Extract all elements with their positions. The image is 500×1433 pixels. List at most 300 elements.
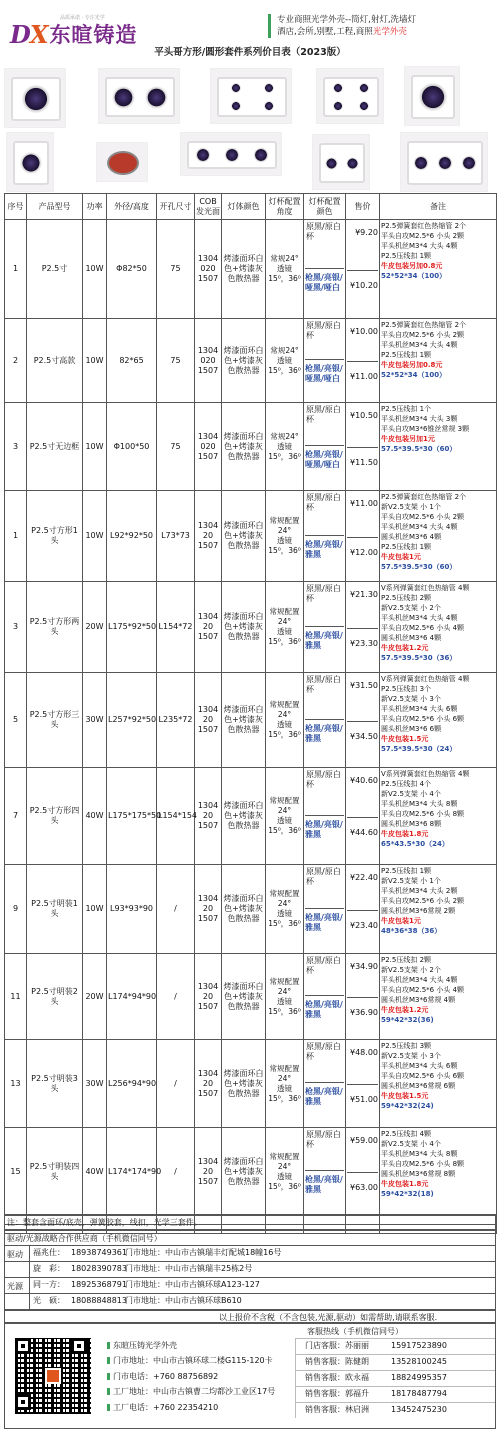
accessory-item: 圆头机丝M3*6常规 4颗 — [381, 996, 456, 1004]
lamp-hole — [143, 84, 170, 111]
divider — [5, 1293, 495, 1294]
supplier-address: 门市地址：中山市古镇瑞丰灯配城18幢16号 — [125, 1248, 282, 1257]
accessory-item: 平头机丝M3*4 大头 6颗 — [381, 1062, 458, 1070]
cup-color-standard: 原黑/原白杯 — [306, 321, 341, 340]
supplier-name: 同一方： — [33, 1280, 65, 1289]
cell-cutout: / — [157, 865, 195, 954]
cell-no: 15 — [5, 1128, 27, 1216]
cup-color-standard: 原黑/原白杯 — [306, 770, 341, 789]
cell-body-color: 烤漆面环白色+烤漆灰色散热器 — [222, 403, 266, 491]
qr-center-logo — [45, 1368, 61, 1384]
logo-name: 东暄铸造 — [49, 23, 138, 47]
cell-body-color: 烤漆面环白色+烤漆灰色散热器 — [222, 582, 266, 673]
cell-cob: 1304 20 1507 — [195, 673, 222, 768]
cell-cob: 1304 20 1507 — [195, 768, 222, 865]
lamp-body — [411, 75, 455, 119]
lamp-hole — [416, 80, 450, 114]
table-row — [5, 1040, 497, 1128]
cell-price — [346, 1128, 380, 1216]
cell-cob: 1304 20 1507 — [195, 865, 222, 954]
accessory-item: 新V2.5支架 小 1个 — [381, 877, 441, 885]
service-phone: 13528100245 — [391, 1357, 447, 1366]
column-header: 灯杯配置颜色 — [304, 194, 346, 220]
accessory-item: 圆头机丝M3*6常规 8颗 — [381, 1170, 456, 1178]
cell-cob: 1304 20 1507 — [195, 954, 222, 1040]
cell-cob: 1304 020 1507 — [195, 220, 222, 319]
cell-body-color: 烤漆面环白色+烤漆灰色散热器 — [222, 220, 266, 319]
cell-no: 2 — [5, 319, 27, 403]
accessory-item: 平头自攻M2.5*6 小头 8颗 — [381, 810, 465, 818]
cell-cob: 1304 020 1507 — [195, 403, 222, 491]
cup-color-standard: 原黑/原白杯 — [306, 1042, 341, 1061]
price-standard: ¥59.00 — [350, 1136, 378, 1145]
accessory-item: 平头自攻M2.5*6 小头 2颗 — [381, 513, 465, 521]
cell-cup-color — [304, 954, 346, 1040]
accessory-item: 新V2.5支架 小 4个 — [381, 790, 441, 798]
accessory-item: 新V2.5支架 小 2个 — [381, 604, 441, 612]
cell-angle: 常规配置 24° 透镜 15⁰，36⁰ — [266, 865, 304, 954]
divider — [5, 1261, 495, 1262]
service-phone: 18824995357 — [391, 1373, 447, 1382]
cell-model: P2.5寸明装四头 — [27, 1128, 83, 1216]
cup-color-standard: 原黑/原白杯 — [306, 493, 341, 512]
divider — [295, 1402, 495, 1403]
accessory-item: V系列弹簧套红色热缩管 4颗 — [381, 584, 470, 592]
cell-angle: 常规24° 透镜 15⁰，36⁰ — [266, 319, 304, 403]
cell-body-color: 烤漆面环白色+烤漆灰色散热器 — [222, 319, 266, 403]
cell-no: 11 — [5, 954, 27, 1040]
accessory-item: P2.5压线扣 1颗 — [381, 351, 432, 359]
cup-color-special: 枪黑/亮银/雅黑 — [305, 815, 344, 840]
accessory-item: 平头自攻M2.5*6 小头 2颗 — [381, 232, 465, 240]
price-standard: ¥31.50 — [350, 681, 378, 690]
table-row — [5, 319, 497, 403]
accessory-item: 圆头机丝M3*6常规 6颗 — [381, 1082, 456, 1090]
accessory-item: 新V2.5支架 小 2个 — [381, 966, 441, 974]
cell-size: L175*92*50 — [107, 582, 157, 673]
qr-finder — [15, 1394, 31, 1410]
accessory-item: 平头机丝M3*4 大头 4颗 — [381, 341, 458, 349]
table-header-row — [5, 194, 497, 220]
price-table — [4, 193, 497, 1234]
cell-cob: 1304 20 1507 — [195, 491, 222, 582]
column-header: 开孔尺寸 — [157, 194, 195, 220]
column-header: 产品型号 — [27, 194, 83, 220]
lamp-hole — [18, 150, 44, 176]
cell-power: 10W — [83, 319, 107, 403]
table-row — [5, 673, 497, 768]
lamp-body — [105, 77, 175, 117]
bullet-icon — [107, 1342, 110, 1349]
cell-no: 1 — [5, 220, 27, 319]
cup-color-standard: 原黑/原白杯 — [306, 675, 341, 694]
cup-color-special: 枪黑/亮银/雅黑 — [305, 719, 344, 744]
cell-body-color: 烤漆面环白色+烤漆灰色散热器 — [222, 865, 266, 954]
divider — [5, 1277, 495, 1278]
price-special: ¥36.90 — [347, 997, 378, 1018]
cell-cutout: 75 — [157, 403, 195, 491]
cell-power: 30W — [83, 1040, 107, 1128]
suppliers-title: 驱动/光源战略合作供应商（手机微信同号） — [7, 1234, 162, 1243]
lamp-body — [217, 77, 287, 117]
cell-model: P2.5寸方形两头 — [27, 582, 83, 673]
price-special: ¥23.40 — [347, 910, 378, 931]
product-photo — [400, 132, 488, 192]
accessory-item: 新V2.5支架 小 4个 — [381, 1140, 441, 1148]
table-row — [5, 1128, 497, 1216]
lamp-hole — [332, 100, 344, 112]
cup-color-standard: 原黑/原白杯 — [306, 956, 341, 975]
cell-size: L92*92*50 — [107, 491, 157, 582]
cell-cob: 1304 20 1507 — [195, 1040, 222, 1128]
carton-size: 57.5*39.5*30（36） — [381, 654, 457, 662]
carton-size: 59*42*32(18) — [381, 1190, 434, 1198]
price-special: ¥23.30 — [347, 628, 378, 649]
cup-color-standard: 原黑/原白杯 — [306, 867, 341, 886]
accessory-item: P2.5压线扣 2颗 — [381, 594, 432, 602]
cell-no: 13 — [5, 1040, 27, 1128]
lamp-hole — [324, 156, 339, 171]
company-info: 门市电话：+760 88756892 — [113, 1372, 219, 1381]
cell-body-color: 烤漆面环白色+烤漆灰色散热器 — [222, 954, 266, 1040]
accessory-item: 圆头机丝M3*6 4颗 — [381, 533, 442, 541]
product-photo — [312, 134, 370, 190]
table-row — [5, 865, 497, 954]
lamp-hole — [263, 82, 275, 94]
column-header: 外径/高度 — [107, 194, 157, 220]
cell-model: P2.5寸明装1头 — [27, 865, 83, 954]
divider — [295, 1386, 495, 1387]
cell-angle: 常规配置 24° 透镜 15⁰，36⁰ — [266, 768, 304, 865]
lamp-body — [323, 77, 379, 117]
accessory-item: 新V2.5支架 小 1个 — [381, 503, 441, 511]
accessory-item: 平头机丝M3*4 大头 6颗 — [381, 705, 458, 713]
cell-power: 20W — [83, 582, 107, 673]
cell-cutout: L154*72 — [157, 582, 195, 673]
cell-no: 9 — [5, 865, 27, 954]
cup-color-standard: 原黑/原白杯 — [306, 1130, 341, 1149]
cell-no: 3 — [5, 403, 27, 491]
contact-block — [4, 1323, 496, 1429]
accessory-item: P2.5压线扣 3颗 — [381, 1042, 432, 1050]
packaging-extra: 牛皮包装1.5元 — [381, 1092, 429, 1100]
cell-price — [346, 1040, 380, 1128]
cell-model: P2.5寸无边框 — [27, 403, 83, 491]
service-title: 客服热线（手机微信同号） — [307, 1327, 403, 1336]
lamp-hole — [263, 100, 275, 112]
column-header: 售价 — [346, 194, 380, 220]
lamp-hole — [252, 146, 270, 164]
cup-color-special: 枪黑/亮银/雅黑 — [305, 995, 344, 1020]
cell-notes — [380, 403, 497, 491]
packaging-extra: 牛皮包装1.2元 — [381, 644, 429, 652]
cell-notes — [380, 220, 497, 319]
lamp-body — [319, 143, 365, 183]
slogan — [268, 14, 494, 38]
cell-price — [346, 673, 380, 768]
column-header: 功率 — [83, 194, 107, 220]
table-row — [5, 768, 497, 865]
product-photo — [6, 132, 54, 192]
supplier-name: 旋 彩： — [33, 1264, 65, 1273]
cup-color-special: 枪黑/亮银/雅黑 — [305, 908, 344, 933]
cell-price — [346, 768, 380, 865]
product-photo — [180, 132, 282, 176]
cell-size: L174*94*90 — [107, 954, 157, 1040]
accessory-item: P2.5压线扣 3个 — [381, 685, 432, 693]
packaging-extra: 牛皮包装另加1元 — [381, 435, 435, 443]
disclaimer-text: 以上报价不含税（不含包装,光源,驱动）如需帮助,请联系客服. — [219, 1313, 438, 1322]
cell-body-color: 烤漆面环白色+烤漆灰色散热器 — [222, 1128, 266, 1216]
table-row — [5, 954, 497, 1040]
cell-price — [346, 220, 380, 319]
disclaimer-row — [4, 1310, 496, 1323]
cell-angle: 常规配置 24° 透镜 15⁰，36⁰ — [266, 954, 304, 1040]
accessory-item: 平头机丝M3*4 大头 8颗 — [381, 1150, 458, 1158]
cell-notes — [380, 954, 497, 1040]
supplier-address: 门市地址：中山市古镇瑞丰25栋2号 — [125, 1264, 253, 1273]
accessory-item: 平头自攻M2.5*6 小头 6颗 — [381, 715, 465, 723]
column-header: 灯杯配置角度 — [266, 194, 304, 220]
table-row — [5, 403, 497, 491]
column-header: COB发光面 — [195, 194, 222, 220]
cell-cup-color — [304, 582, 346, 673]
cell-cutout: / — [157, 954, 195, 1040]
cup-color-standard: 原黑/原白杯 — [306, 584, 341, 603]
note-row — [4, 1214, 496, 1230]
cell-price — [346, 582, 380, 673]
divider — [29, 1245, 30, 1311]
supplier-category: 驱动 — [7, 1250, 23, 1259]
slogan-line2: 酒店,会所,别墅,工程,商照光学外壳 — [277, 27, 407, 37]
accessory-item: P2.5压线扣 1个 — [381, 405, 432, 413]
service-role: 门店客服： — [305, 1341, 345, 1350]
cup-color-standard: 原黑/原白杯 — [306, 222, 341, 241]
accessory-item: P2.5压线扣 2颗 — [381, 956, 432, 964]
accessory-item: 平头机丝M3*4 大头 4颗 — [381, 242, 458, 250]
accessory-item: 平头自攻M2.5*6 小头 8颗 — [381, 1160, 465, 1168]
supplier-phone: 18028390783 — [71, 1264, 127, 1273]
price-standard: ¥21.30 — [350, 590, 378, 599]
lamp-hole — [230, 100, 242, 112]
cell-power: 10W — [83, 403, 107, 491]
cell-cup-color — [304, 673, 346, 768]
carton-size: 52*52*34（100） — [381, 272, 447, 280]
service-role: 销售客服： — [305, 1405, 345, 1414]
cell-model: P2.5寸方形四头 — [27, 768, 83, 865]
page-title: 平头哥方形/圆形套件系列价目表（2023版） — [154, 47, 346, 58]
price-standard: ¥48.00 — [350, 1048, 378, 1057]
cell-model: P2.5寸 — [27, 220, 83, 319]
accessory-item: P2.5弹簧套红色热缩管 2个 — [381, 321, 467, 329]
supplier-block — [4, 1230, 496, 1310]
cup-color-special: 枪黑/亮银/雅黑 — [305, 535, 344, 560]
lamp-hole — [19, 82, 53, 116]
carton-size: 57.5*39.5*30（60） — [381, 445, 457, 453]
price-standard: ¥22.40 — [350, 873, 378, 882]
packaging-extra: 牛皮包装1.8元 — [381, 1180, 429, 1188]
accessory-item: 平头自攻M2.5*6 小头 4颗 — [381, 986, 465, 994]
service-phone: 13452475230 — [391, 1405, 447, 1414]
column-header: 序号 — [5, 194, 27, 220]
cell-cob: 1304 020 1507 — [195, 319, 222, 403]
cell-size: L93*93*90 — [107, 865, 157, 954]
cell-power: 40W — [83, 1128, 107, 1216]
accessory-item: 平头自攻M3*6锥丝常规 3颗 — [381, 425, 470, 433]
lamp-body — [407, 141, 483, 185]
cell-notes — [380, 673, 497, 768]
cell-price — [346, 865, 380, 954]
service-name: 苏丽丽 — [345, 1341, 369, 1350]
cell-angle: 常规配置 24° 透镜 15⁰，36⁰ — [266, 582, 304, 673]
cell-power: 10W — [83, 865, 107, 954]
supplier-category: 光源 — [7, 1282, 23, 1291]
accessory-item: 平头自攻M2.5*6 小头 4颗 — [381, 624, 465, 632]
cell-angle: 常规配置 24° 透镜 15⁰，36⁰ — [266, 1128, 304, 1216]
price-standard: ¥10.00 — [350, 327, 378, 336]
cup-color-special: 枪黑/亮银/雅黑 — [305, 626, 344, 651]
cell-cutout: L73*73 — [157, 491, 195, 582]
cell-power: 10W — [83, 220, 107, 319]
price-special: ¥51.00 — [347, 1084, 378, 1105]
price-special: ¥44.60 — [347, 817, 378, 838]
accessory-item: 平头机丝M3*4 大头 3颗 — [381, 415, 458, 423]
packaging-extra: 牛皮包装另加0.8元 — [381, 361, 443, 369]
cup-color-special: 枪黑/亮银/哑黑/哑白 — [305, 268, 344, 293]
accessory-item: P2.5压线扣 4个 — [381, 780, 432, 788]
cell-angle: 常规配置 24° 透镜 15⁰，36⁰ — [266, 673, 304, 768]
slogan-line1: 专业商照光学外壳--筒灯,射灯,洗墙灯 — [277, 15, 417, 25]
cell-cutout: L235*72 — [157, 673, 195, 768]
cell-model: P2.5寸高款 — [27, 319, 83, 403]
lamp-hole — [345, 156, 360, 171]
lamp-hole — [223, 146, 241, 164]
table-note: 注：整套含面环/底壳，弹簧胶套，线扣，光学三套件。 — [7, 1218, 202, 1227]
cell-cutout: 75 — [157, 319, 195, 403]
cell-no: 3 — [5, 582, 27, 673]
cell-cutout: 75 — [157, 220, 195, 319]
bullet-icon — [107, 1357, 110, 1364]
lamp-hole — [110, 84, 137, 111]
cell-cup-color — [304, 403, 346, 491]
cell-no: 7 — [5, 768, 27, 865]
lamp-hole — [358, 82, 370, 94]
cell-cutout: L154*154 — [157, 768, 195, 865]
supplier-phone: 18938749361 — [71, 1248, 127, 1257]
cup-color-special: 枪黑/亮银/哑黑/哑白 — [305, 359, 344, 384]
cell-body-color: 烤漆面环白色+烤漆灰色散热器 — [222, 673, 266, 768]
cup-color-special: 枪黑/亮银/雅黑 — [305, 1082, 344, 1107]
service-name: 陈健朗 — [345, 1357, 369, 1366]
cell-power: 40W — [83, 768, 107, 865]
packaging-extra: 牛皮包装1.5元 — [381, 735, 429, 743]
logo-mark: DX — [10, 19, 48, 49]
table-row — [5, 491, 497, 582]
cell-model: P2.5寸明装3头 — [27, 1040, 83, 1128]
divider — [295, 1338, 495, 1339]
carton-size: 48*36*38（36） — [381, 927, 442, 935]
product-photo — [96, 142, 148, 182]
price-standard: ¥34.90 — [350, 962, 378, 971]
cell-size: L257*92*50 — [107, 673, 157, 768]
packaging-extra: 牛皮包装1.8元 — [381, 830, 429, 838]
company-info: 东暄压铸光学外壳 — [113, 1341, 177, 1350]
supplier-address: 门市地址：中山市古镇环球A123-127 — [125, 1280, 260, 1289]
cell-power: 20W — [83, 954, 107, 1040]
header — [0, 0, 500, 68]
lamp-hole — [460, 154, 478, 172]
cell-size: Φ100*50 — [107, 403, 157, 491]
carton-size: 52*52*34（100） — [381, 371, 447, 379]
cell-price — [346, 954, 380, 1040]
cell-notes — [380, 582, 497, 673]
packaging-extra: 牛皮包装1.2元 — [381, 1006, 429, 1014]
accessory-item: P2.5压线扣 1颗 — [381, 543, 432, 551]
bullet-icon — [107, 1388, 110, 1395]
driver-component — [107, 151, 139, 175]
accessory-item: P2.5压线扣 4颗 — [381, 1130, 432, 1138]
price-special: ¥34.50 — [347, 721, 378, 742]
cell-angle: 常规24° 透镜 15⁰，36⁰ — [266, 403, 304, 491]
cell-price — [346, 319, 380, 403]
price-special: ¥11.50 — [347, 447, 378, 468]
price-special: ¥10.20 — [347, 270, 378, 291]
cell-cup-color — [304, 865, 346, 954]
product-photo — [4, 68, 66, 128]
cell-cutout: / — [157, 1040, 195, 1128]
price-special: ¥63.00 — [347, 1172, 378, 1193]
cell-size: L174*174*90 — [107, 1128, 157, 1216]
accessory-item: V系列弹簧套红色热缩管 4颗 — [381, 675, 470, 683]
product-photo — [316, 68, 384, 124]
product-photo — [210, 68, 292, 124]
cell-cup-color — [304, 1040, 346, 1128]
accessory-item: 平头自攻M2.5*6 小头 2颗 — [381, 897, 465, 905]
cell-body-color: 烤漆面环白色+烤漆灰色散热器 — [222, 1040, 266, 1128]
cell-model: P2.5寸方形三头 — [27, 673, 83, 768]
cell-angle: 常规24° 透镜 15⁰，36⁰ — [266, 220, 304, 319]
accessory-item: 圆头机丝M3*6 8颗 — [381, 820, 442, 828]
cell-cup-color — [304, 491, 346, 582]
qr-code[interactable] — [15, 1338, 91, 1414]
carton-size: 57.5*39.5*30（60） — [381, 563, 457, 571]
product-photo — [98, 68, 180, 124]
cell-cutout: / — [157, 1128, 195, 1216]
cup-color-special: 枪黑/亮银/哑黑/哑白 — [305, 445, 344, 470]
cell-no: 5 — [5, 673, 27, 768]
divider — [295, 1338, 296, 1418]
cell-cup-color — [304, 1128, 346, 1216]
lamp-body — [11, 77, 61, 121]
service-name: 郭福升 — [345, 1389, 369, 1398]
cell-size: L175*175*50 — [107, 768, 157, 865]
accessory-item: 平头机丝M3*4 大头 8颗 — [381, 800, 458, 808]
company-info: 工厂电话：+760 22354210 — [113, 1403, 219, 1412]
supplier-name: 光 硕： — [33, 1296, 65, 1305]
accessory-item: 新V2.5支架 小 3个 — [381, 695, 441, 703]
table-row — [5, 220, 497, 319]
cell-notes — [380, 319, 497, 403]
cell-body-color: 烤漆面环白色+烤漆灰色散热器 — [222, 491, 266, 582]
service-name: 林启洲 — [345, 1405, 369, 1414]
lamp-hole — [332, 82, 344, 94]
company-info: 门市地址：中山市古镇环球二楼G115-120卡 — [113, 1356, 273, 1365]
service-role: 销售客服： — [305, 1357, 345, 1366]
company-info: 工厂地址：中山市古镇曹二均都沙工业区17号 — [113, 1387, 276, 1396]
service-phone: 15917523890 — [391, 1341, 447, 1350]
lamp-hole — [194, 146, 212, 164]
cell-cup-color — [304, 319, 346, 403]
